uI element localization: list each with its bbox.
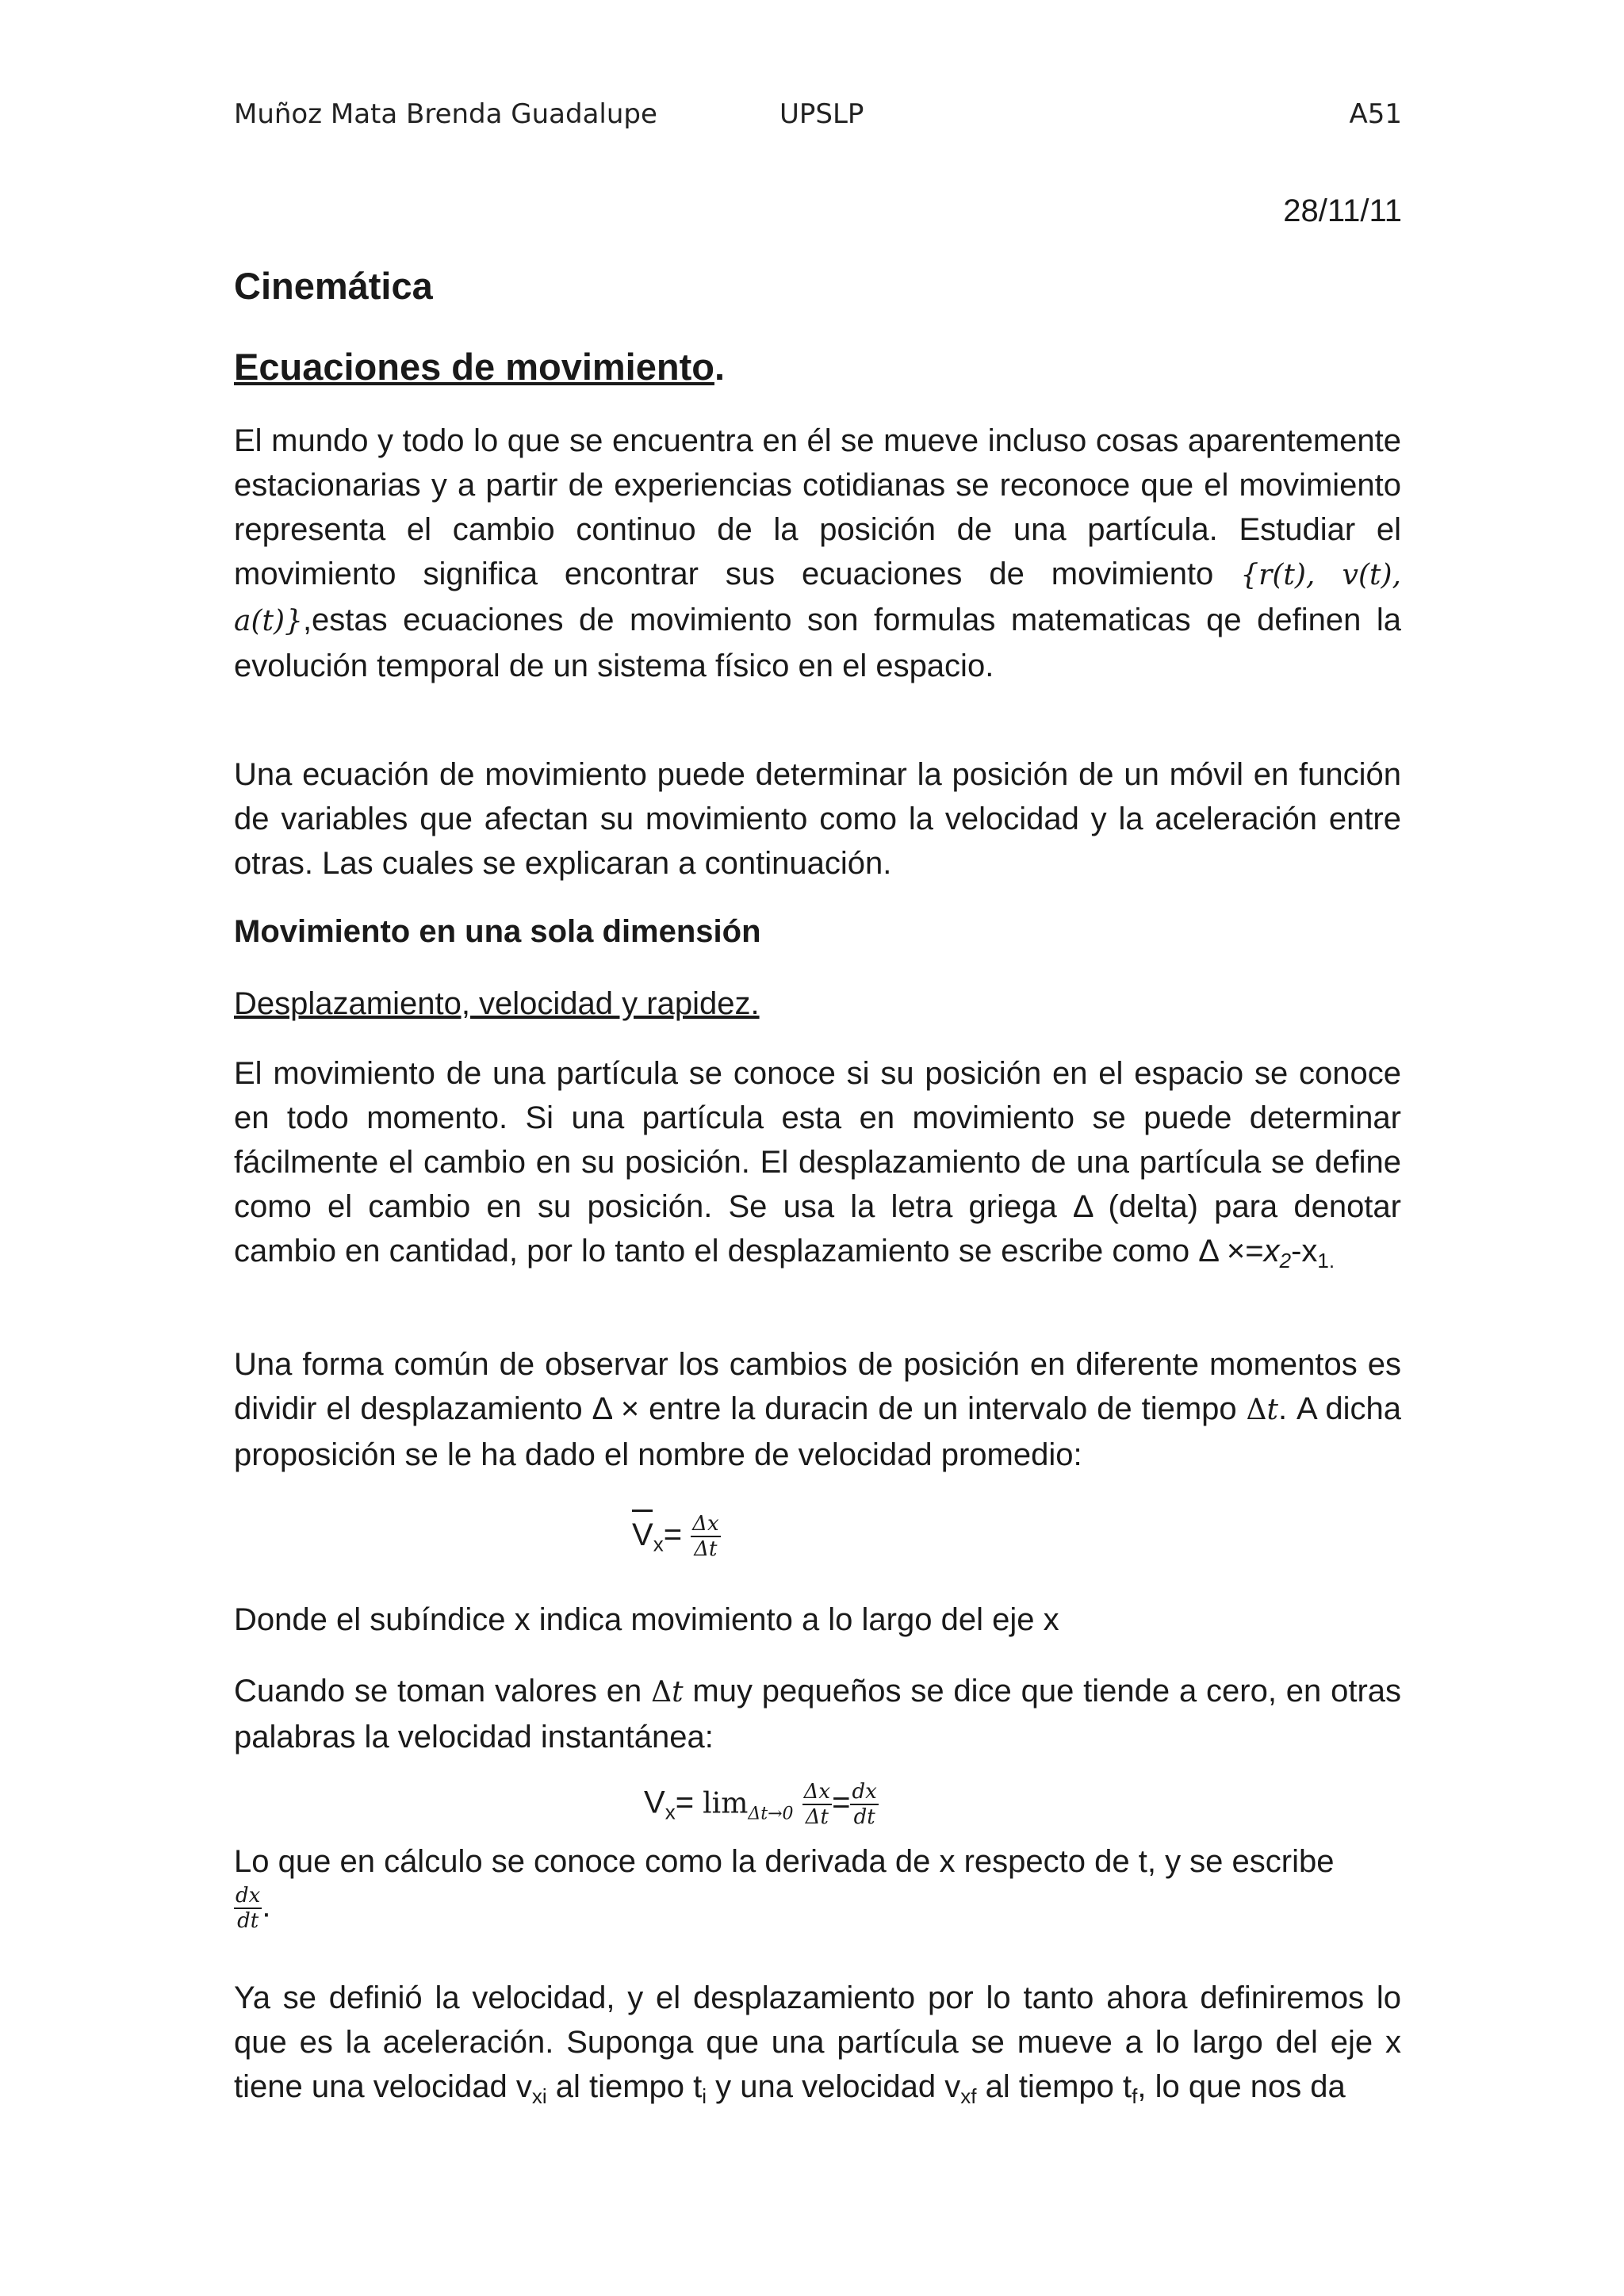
velocity-symbol: V xyxy=(632,1517,653,1552)
paragraph-inst-text-2: muy pequeños se dice que tiende a cero, en otras palabras la velocidad instantánea: xyxy=(234,1674,1402,1755)
fraction-denominator: Δt xyxy=(694,1537,718,1561)
displacement-dash: - xyxy=(1291,1234,1302,1269)
derivative-numerator: dx xyxy=(852,1780,877,1804)
vxi-subscript: xi xyxy=(531,2084,547,2108)
paragraph-acceleration xyxy=(234,1976,1401,2118)
subsection-heading: Movimiento en una sola dimensión xyxy=(234,914,761,949)
header-group: A51 xyxy=(1349,98,1402,130)
delta-x-symbol: Δ × xyxy=(592,1391,640,1426)
equals-sign: = xyxy=(663,1517,683,1552)
paragraph-intro-text-b: ,estas ecuaciones de movimiento son formulas matematicas qe definen la evolución temporal de un sistema físico en el espacio. xyxy=(234,603,1401,683)
inst-fraction-denominator: Δt xyxy=(805,1805,829,1829)
accel-text-2: al tiempo t xyxy=(546,2069,703,2104)
accel-text-3: y una velocidad v xyxy=(707,2069,961,2104)
section-heading-text: Ecuaciones de movimiento xyxy=(234,346,714,388)
paragraph-avg-text-1: Una forma común de observar los cambios de posición en diferente momentos es dividir el desplazamiento xyxy=(234,1347,1401,1426)
paragraph-avg-text-2: entre la duracin de un intervalo de tiempo xyxy=(639,1391,1247,1426)
derivative-dot: . xyxy=(262,1888,271,1924)
paragraph-derivative-text: Lo que en cálculo se conoce como la derivada de x respecto de t, y se escribe xyxy=(234,1844,1335,1879)
inst-delta-fraction xyxy=(802,1780,832,1829)
header-school: UPSLP xyxy=(779,98,864,130)
x1-symbol: x xyxy=(1301,1234,1318,1269)
subsubsection-heading: Desplazamiento, velocidad y rapidez. xyxy=(234,986,760,1021)
delta-t-symbol-2: Δ𝑡 xyxy=(651,1676,684,1709)
inst-velocity-subscript: x xyxy=(665,1800,676,1824)
x1-subscript: 1. xyxy=(1317,1249,1335,1272)
inst-velocity-symbol: V xyxy=(644,1785,665,1820)
paragraph-displacement xyxy=(234,1051,1401,1283)
inst-equals-sign: = xyxy=(675,1785,695,1820)
document-date: 28/11/11 xyxy=(1283,193,1402,228)
limit-subscript: Δt→0 xyxy=(748,1804,794,1824)
paragraph-inst-text-1: Cuando se toman valores en xyxy=(234,1674,652,1709)
accel-text-5: , lo que nos da xyxy=(1137,2069,1346,2104)
velocity-subscript: x xyxy=(653,1532,664,1556)
inst-equals-sign-2: = xyxy=(832,1785,851,1820)
paragraph-instantaneous xyxy=(234,1669,1401,1759)
inst-fraction-numerator: Δx xyxy=(803,1780,831,1804)
paragraph-equation-definition: Una ecuación de movimiento puede determinar la posición de un móvil en función de variables que afectan su movimiento como la velocidad y la aceleración entre otras. Las cuales se explicaran a continuación. xyxy=(234,757,1401,881)
paragraph-displacement-text: El movimiento de una partícula se conoce si su posición en el espacio se conoce en todo momento. Si una partícula esta en movimiento se puede determinar fácilmente el cambio en su posición. El desplazamiento de una partícula se define como el cambio en su posición. Se usa la letra griega Δ (delta) para denotar cambio en cantidad, por lo tanto el desplazamiento se escribe como xyxy=(234,1056,1401,1269)
paragraph-derivative xyxy=(234,1839,1401,1933)
fraction-numerator: Δx xyxy=(692,1512,719,1536)
derivative-denominator: dt xyxy=(853,1805,875,1829)
dx-dt-fraction xyxy=(234,1884,262,1933)
derivative-fraction xyxy=(850,1780,878,1829)
paragraph-avg-text-3: . A dicha proposición se le ha dado el nombre de velocidad promedio: xyxy=(234,1391,1402,1472)
subscript-note: Donde el subíndice x indica movimiento a lo largo del eje x xyxy=(234,1602,1059,1637)
x2-subscript: 2 xyxy=(1279,1249,1292,1272)
delta-t-symbol: Δ𝑡 xyxy=(1246,1394,1279,1426)
header-author: Muñoz Mata Brenda Guadalupe xyxy=(234,98,657,130)
page-title: Cinemática xyxy=(234,265,433,307)
paragraph-intro xyxy=(234,419,1401,688)
average-velocity-equation xyxy=(632,1512,721,1561)
section-heading xyxy=(234,345,725,388)
dx-numerator: dx xyxy=(236,1884,261,1908)
paragraph-intro-text-a: El mundo y todo lo que se encuentra en él se mueve incluso cosas aparentemente estacionarias y a partir de experiencias cotidianas se reconoce que el movimiento representa el cambio continuo de la posición de una partícula. Estudiar el movimiento significa encontrar sus ecuaciones de movimiento xyxy=(234,423,1401,591)
vxf-subscript: xf xyxy=(960,2084,977,2108)
instantaneous-velocity-equation xyxy=(644,1780,879,1829)
ti-subscript: i xyxy=(702,2084,707,2108)
accel-text-1: Ya se definió la velocidad, y el desplazamiento por lo tanto ahora definiremos lo que es la aceleración. Suponga que una partícula se mueve a lo largo del eje x tiene una velocidad v xyxy=(234,1980,1401,2104)
delta-x-over-delta-t xyxy=(691,1512,720,1561)
x2-symbol: x xyxy=(1263,1234,1280,1269)
displacement-formula-start: Δ ×= xyxy=(1198,1234,1264,1269)
section-heading-dot: . xyxy=(714,346,726,388)
dt-denominator: dt xyxy=(237,1909,259,1933)
motion-equations-formula: {r(t), v(t), a(t)} xyxy=(234,559,1401,637)
accel-text-4: al tiempo t xyxy=(976,2069,1132,2104)
paragraph-average-velocity xyxy=(234,1342,1401,1477)
limit-operator: lim xyxy=(703,1787,749,1820)
tf-subscript: f xyxy=(1132,2084,1138,2108)
